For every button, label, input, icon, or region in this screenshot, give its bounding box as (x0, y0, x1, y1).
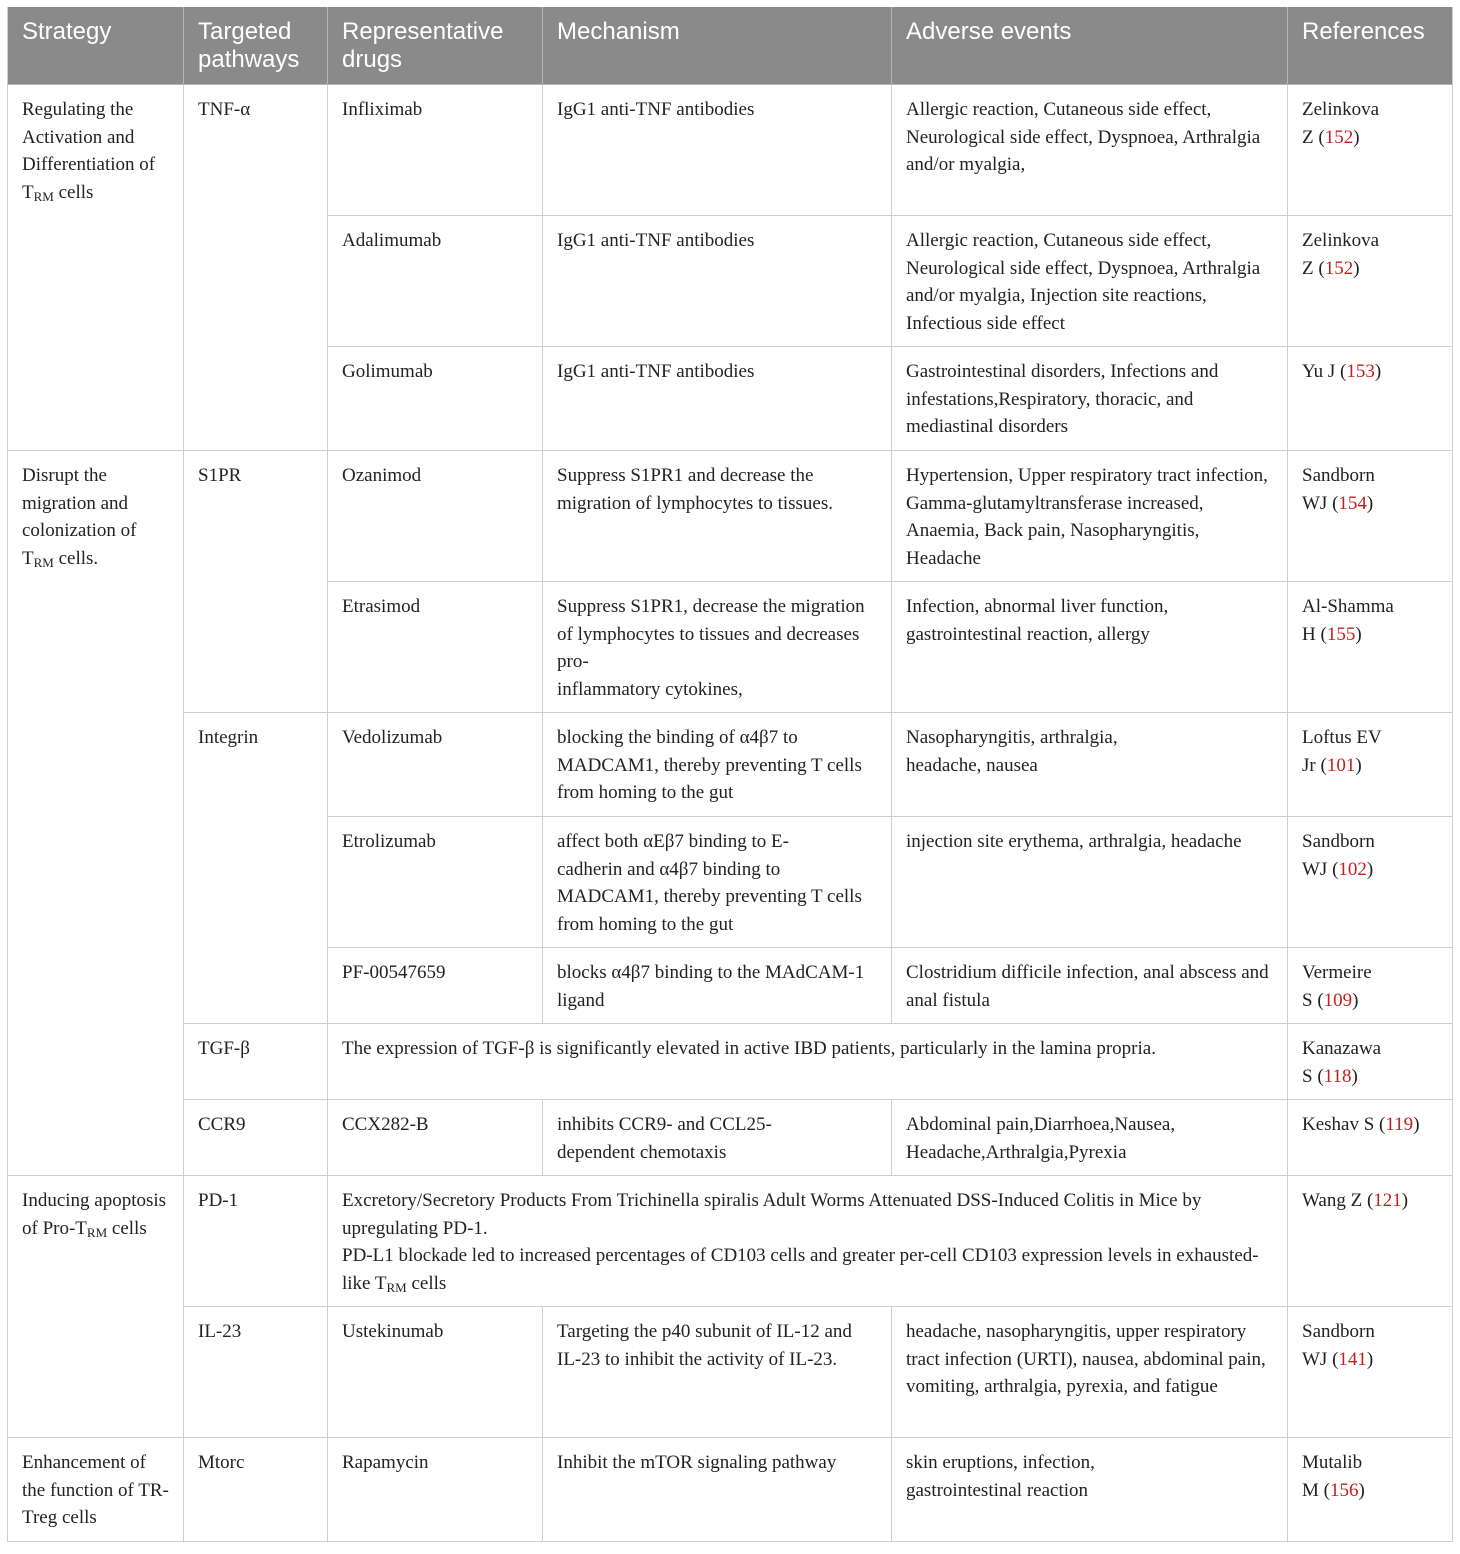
reference-number: 155 (1326, 623, 1356, 645)
reference-number: 101 (1326, 754, 1356, 776)
reference-number: 154 (1338, 492, 1367, 514)
reference-cell: Mutalib M (156) (1288, 1438, 1453, 1542)
header-adverse-events: Adverse events (892, 7, 1288, 85)
mechanism-cell: IgG1 anti-TNF antibodies (543, 347, 892, 451)
drug-cell: Adalimumab (328, 216, 543, 347)
pathway-cell: TGF-β (184, 1024, 328, 1100)
adverse-events-cell: Infection, abnormal liver function, gastrointestinal reaction, allergy (892, 582, 1288, 713)
drug-cell: PF-00547659 (328, 948, 543, 1024)
strategy-cell: Enhancement of the function of TR-Treg cells (8, 1438, 184, 1542)
reference-number: 152 (1324, 257, 1354, 279)
reference-cell: Loftus EV Jr (101) (1288, 713, 1453, 817)
drug-cell: Rapamycin (328, 1438, 543, 1542)
reference-cell: Keshav S (119) (1288, 1100, 1453, 1176)
reference-number: 121 (1373, 1190, 1402, 1211)
table-row (8, 1438, 1453, 1542)
mechanism-cell: Suppress S1PR1, decrease the migration of lymphocytes to tissues and decreases pro- inflammatory cytokines, (543, 582, 892, 713)
drug-cell: Etrasimod (328, 582, 543, 713)
table-row (8, 713, 1453, 817)
pathway-cell: PD-1 (184, 1176, 328, 1307)
table-row (8, 1307, 1453, 1438)
pathway-cell: TNF-α (184, 85, 328, 451)
reference-cell: Zelinkova Z (152) (1288, 216, 1453, 347)
adverse-events-cell: injection site erythema, arthralgia, headache (892, 817, 1288, 948)
reference-number: 109 (1323, 989, 1353, 1011)
reference-cell: Sandborn WJ (102) (1288, 817, 1453, 948)
drug-cell: CCX282-B (328, 1100, 543, 1176)
drug-cell: Ustekinumab (328, 1307, 543, 1438)
drug-strategy-table (7, 7, 1453, 1542)
reference-number: 152 (1324, 126, 1354, 148)
drug-cell: Infliximab (328, 85, 543, 216)
adverse-events-cell: Allergic reaction, Cutaneous side effect, Neurological side effect, Dyspnoea, Arthralgia and/or myalgia, Injection site reactions, Infectious side effect (892, 216, 1288, 347)
merged-description-cell: Excretory/Secretory Products From Trichinella spiralis Adult Worms Attenuated DSS-Induced Colitis in Mice by upregulating PD-1. PD-L1 blockade led to increased percentages of CD103 cells and greater per-cell CD103 expression levels in exhausted-like $T_{RM}$ cells (328, 1176, 1288, 1307)
header-mechanism: Mechanism (543, 7, 892, 85)
table-row (8, 1176, 1453, 1307)
strategy-cell: Disrupt the migration and colonization of $T_{RM}$ cells. (8, 451, 184, 1176)
adverse-events-cell: Clostridium difficile infection, anal abscess and anal fistula (892, 948, 1288, 1024)
reference-number: 118 (1323, 1065, 1352, 1087)
mechanism-cell: Suppress S1PR1 and decrease the migration of lymphocytes to tissues. (543, 451, 892, 582)
mechanism-cell: blocks α4β7 binding to the MAdCAM-1 ligand (543, 948, 892, 1024)
table-row (8, 451, 1453, 582)
reference-cell: Kanazawa S (118) (1288, 1024, 1453, 1100)
adverse-events-cell: skin eruptions, infection, gastrointestinal reaction (892, 1438, 1288, 1542)
adverse-events-cell: Abdominal pain,Diarrhoea,Nausea, Headache,Arthralgia,Pyrexia (892, 1100, 1288, 1176)
drug-cell: Vedolizumab (328, 713, 543, 817)
table-header-row (8, 7, 1453, 85)
drug-cell: Ozanimod (328, 451, 543, 582)
table-row (8, 1100, 1453, 1176)
reference-cell: Yu J (153) (1288, 347, 1453, 451)
adverse-events-cell: Allergic reaction, Cutaneous side effect, Neurological side effect, Dyspnoea, Arthralgia and/or myalgia, (892, 85, 1288, 216)
reference-cell: Wang Z (121) (1288, 1176, 1453, 1307)
reference-cell: Al-Shamma H (155) (1288, 582, 1453, 713)
adverse-events-cell: Nasopharyngitis, arthralgia, headache, nausea (892, 713, 1288, 817)
pathway-cell: CCR9 (184, 1100, 328, 1176)
adverse-events-cell: Hypertension, Upper respiratory tract infection, Gamma-glutamyltransferase increased, Anaemia, Back pain, Nasopharyngitis, Headache (892, 451, 1288, 582)
mechanism-cell: IgG1 anti-TNF antibodies (543, 216, 892, 347)
mechanism-cell: blocking the binding of α4β7 to MADCAM1, thereby preventing T cells from homing to the gut (543, 713, 892, 817)
reference-number: 156 (1329, 1479, 1359, 1501)
strategy-cell: Inducing apoptosis of Pro-$T_{RM}$ cells (8, 1176, 184, 1438)
adverse-events-cell: Gastrointestinal disorders, Infections and infestations,Respiratory, thoracic, and mediastinal disorders (892, 347, 1288, 451)
pathway-cell: Integrin (184, 713, 328, 1024)
mechanism-cell: IgG1 anti-TNF antibodies (543, 85, 892, 216)
pathway-cell: IL-23 (184, 1307, 328, 1438)
reference-cell: Zelinkova Z (152) (1288, 85, 1453, 216)
table-row (8, 1024, 1453, 1100)
strategy-cell: Regulating the Activation and Differentiation of $T_{RM}$ cells (8, 85, 184, 451)
merged-description-cell: The expression of TGF-β is significantly elevated in active IBD patients, particularly in the lamina propria. (328, 1024, 1288, 1100)
header-references: References (1288, 7, 1453, 85)
mechanism-cell: affect both αEβ7 binding to E- cadherin and α4β7 binding to MADCAM1, thereby preventing T cells from homing to the gut (543, 817, 892, 948)
header-representative-drugs: Representative drugs (328, 7, 543, 85)
reference-number: 141 (1338, 1348, 1367, 1370)
pathway-cell: Mtorc (184, 1438, 328, 1542)
mechanism-cell: Inhibit the mTOR signaling pathway (543, 1438, 892, 1542)
header-targeted-pathways: Targeted pathways (184, 7, 328, 85)
header-strategy: Strategy (8, 7, 184, 85)
pathway-cell: S1PR (184, 451, 328, 713)
mechanism-cell: Targeting the p40 subunit of IL-12 and IL-23 to inhibit the activity of IL-23. (543, 1307, 892, 1438)
reference-number: 119 (1385, 1114, 1414, 1135)
reference-number: 102 (1338, 858, 1367, 880)
reference-number: 153 (1346, 361, 1375, 382)
adverse-events-cell: headache, nasopharyngitis, upper respiratory tract infection (URTI), nausea, abdominal pain, vomiting, arthralgia, pyrexia, and fatigue (892, 1307, 1288, 1438)
drug-cell: Golimumab (328, 347, 543, 451)
data-table-container (7, 7, 1452, 1542)
reference-cell: Sandborn WJ (154) (1288, 451, 1453, 582)
table-row (8, 85, 1453, 216)
reference-cell: Vermeire S (109) (1288, 948, 1453, 1024)
mechanism-cell: inhibits CCR9- and CCL25- dependent chemotaxis (543, 1100, 892, 1176)
reference-cell: Sandborn WJ (141) (1288, 1307, 1453, 1438)
drug-cell: Etrolizumab (328, 817, 543, 948)
